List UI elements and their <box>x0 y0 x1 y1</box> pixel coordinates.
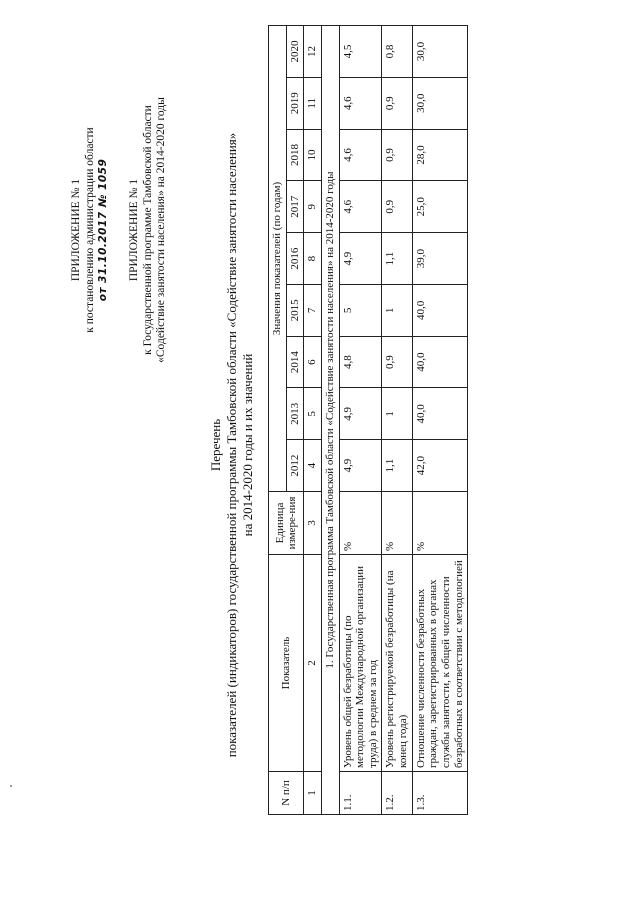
column-numbers-row <box>304 26 322 815</box>
heading-subtitle: показателей (индикаторов) государственной программы Тамбовской области «Содействие занятости населения» <box>223 132 239 758</box>
row-value: 4,6 <box>339 181 382 233</box>
column-number: 11 <box>304 77 322 129</box>
appendix-title: ПРИЛОЖЕНИЕ № 1 <box>70 178 82 282</box>
column-number: 2 <box>304 555 322 772</box>
row-value: 30,0 <box>412 77 468 129</box>
row-value: 40,0 <box>412 388 468 440</box>
row-value: 0,9 <box>382 181 412 233</box>
table-row <box>382 26 412 815</box>
appendix-line: к постановлению администрации области <box>83 127 96 333</box>
row-value: 1 <box>382 284 412 336</box>
appendix-line: «Содействие занятости населения» на 2014-2020 годы <box>155 97 168 363</box>
row-value: 4,9 <box>339 440 382 492</box>
row-number: 1.2. <box>382 772 412 815</box>
row-value: 39,0 <box>412 233 468 285</box>
row-value: 40,0 <box>412 336 468 388</box>
header-year: 2015 <box>286 284 304 336</box>
column-number: 4 <box>304 440 322 492</box>
row-value: 1 <box>382 388 412 440</box>
header-year: 2014 <box>286 336 304 388</box>
row-value: 30,0 <box>412 26 468 78</box>
table-row <box>339 26 382 815</box>
row-value: 25,0 <box>412 181 468 233</box>
table-row <box>412 26 468 815</box>
row-value: 40,0 <box>412 284 468 336</box>
appendix-title: ПРИЛОЖЕНИЕ № 1 <box>128 178 140 282</box>
row-indicator: Отношение численности безработных граждан, зарегистрированных в органах службы занятости, к общей численности безработных в соответствии с методологией <box>412 555 468 772</box>
header-n: N п/п <box>269 772 304 815</box>
header-year: 2020 <box>286 26 304 78</box>
header-year: 2016 <box>286 233 304 285</box>
section-row <box>321 26 339 815</box>
row-unit: % <box>339 492 382 555</box>
appendix-header-1 <box>70 100 110 360</box>
header-year: 2019 <box>286 77 304 129</box>
column-number: 5 <box>304 388 322 440</box>
row-value: 0,9 <box>382 129 412 181</box>
row-value: 4,6 <box>339 129 382 181</box>
heading-title: Перечень <box>208 418 223 472</box>
header-indicator: Показатель <box>269 555 304 772</box>
row-value: 0,8 <box>382 26 412 78</box>
column-number: 1 <box>304 772 322 815</box>
row-value: 1,1 <box>382 440 412 492</box>
column-number: 12 <box>304 26 322 78</box>
column-number: 7 <box>304 284 322 336</box>
row-indicator: Уровень общей безработицы (по методологии Международной организации труда) в среднем за год <box>339 555 382 772</box>
handwritten-date-number: от 31.10.2017 № 1059 <box>97 158 110 302</box>
header-unit: Единица измере-ния <box>269 492 304 555</box>
column-number: 8 <box>304 233 322 285</box>
row-value: 28,0 <box>412 129 468 181</box>
header-year: 2018 <box>286 129 304 181</box>
header-year: 2013 <box>286 388 304 440</box>
row-value: 5 <box>339 284 382 336</box>
heading-subtitle-2: на 2014-2020 годы и их значений <box>239 353 255 537</box>
row-number: 1.1. <box>339 772 382 815</box>
column-number: 3 <box>304 492 322 555</box>
row-value: 4,9 <box>339 388 382 440</box>
indicators-table <box>268 25 468 815</box>
header-year: 2012 <box>286 440 304 492</box>
scan-speck <box>10 785 12 787</box>
row-unit: % <box>382 492 412 555</box>
appendix-header-2 <box>128 50 169 410</box>
row-value: 0,9 <box>382 336 412 388</box>
column-number: 6 <box>304 336 322 388</box>
table-header-row <box>269 26 287 815</box>
row-number: 1.3. <box>412 772 468 815</box>
header-values-group: Значения показателей (по годам) <box>269 26 287 492</box>
document-heading <box>208 45 256 845</box>
column-number: 9 <box>304 181 322 233</box>
row-unit: % <box>412 492 468 555</box>
row-value: 4,6 <box>339 77 382 129</box>
row-value: 4,9 <box>339 233 382 285</box>
row-value: 42,0 <box>412 440 468 492</box>
row-indicator: Уровень регистрируемой безработицы (на конец года) <box>382 555 412 772</box>
row-value: 1,1 <box>382 233 412 285</box>
header-year: 2017 <box>286 181 304 233</box>
row-value: 0,9 <box>382 77 412 129</box>
row-value: 4,5 <box>339 26 382 78</box>
column-number: 10 <box>304 129 322 181</box>
section-title: 1. Государственная программа Тамбовской области «Содействие занятости населения» на 2014-2020 годы <box>321 26 339 815</box>
appendix-line: к Государственной программе Тамбовской области <box>141 105 154 355</box>
row-value: 4,8 <box>339 336 382 388</box>
